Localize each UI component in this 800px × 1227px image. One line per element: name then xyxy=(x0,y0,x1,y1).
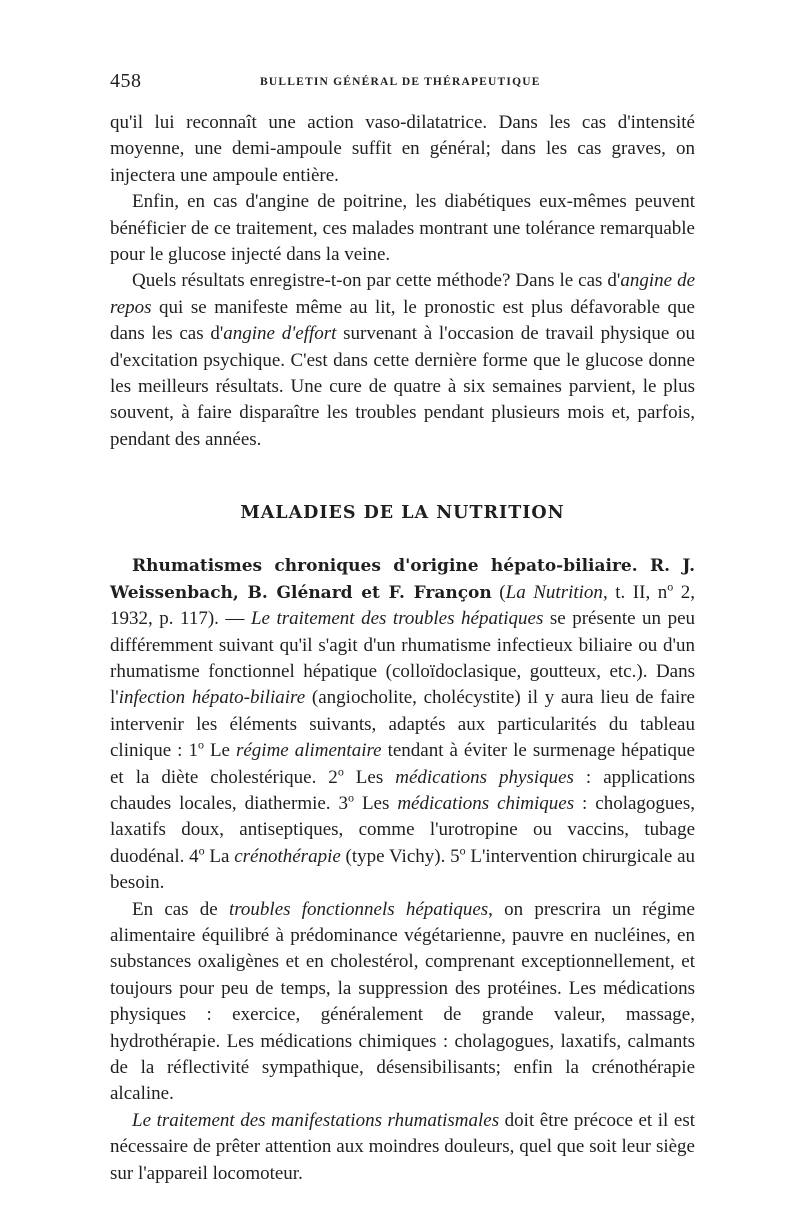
italic-term: Le traitement des manifestations rhumatismales xyxy=(132,1109,500,1131)
superscript: o xyxy=(198,843,205,858)
text-run: tendant à éviter le surmenage hépatique et la diète cholestérique. 2 xyxy=(110,740,695,788)
italic-term: régime alimentaire xyxy=(235,740,382,762)
article-paragraph xyxy=(110,897,695,1108)
paragraph: Enfin, en cas d'angine de poitrine, les diabétiques eux-mêmes peuvent bénéficier de ce traitement, ces malades montrant une tolérance remarquable pour le glucose injecté dans la veine. xyxy=(110,191,695,266)
paragraph xyxy=(110,268,695,453)
article-paragraph xyxy=(110,553,695,896)
italic-term: médications chimiques xyxy=(397,792,575,814)
italic-term: infection hépato-biliaire xyxy=(118,687,306,709)
text-run: (type Vichy). 5 xyxy=(340,845,460,867)
journal-name: La Nutrition xyxy=(505,581,603,603)
article-heading: Rhumatismes chroniques d'origine hépato-biliaire. R. J. Weissenbach, B. Glénard et F. Françon xyxy=(110,556,695,603)
text-run: qui se manifeste même au lit, le pronostic est plus défavorable que dans les cas d' xyxy=(110,296,695,345)
text-run: (angiocholite, cholécystite) il y aura lieu de faire intervenir les éléments suivants, adaptés aux particularités du tableau clinique : 1 xyxy=(110,687,695,762)
text-run: La xyxy=(204,845,235,867)
text-run: , on prescrira un régime alimentaire équilibré à prédominance végétarienne, pauvre en nucléines, en substances oxaligènes et en cholestérol, comprenant exceptionnellement, et toujours pour peu de temps, la suppression des protéines. Les médications physiques : exercice, généralement de grande valeur, massage, hydrothérapie. Les médications chimiques : cholagogues, laxatifs, calmants de la réflectivité sympathique, désensibilisants; enfin la crénothérapie alcaline. xyxy=(110,898,695,1105)
text-run: En cas de xyxy=(132,898,229,920)
text-run: : cholagogues, laxatifs doux, antiseptiques, comme l'urotropine ou vaccins, tubage duodénal. 4 xyxy=(110,792,695,867)
italic-term: médications physiques xyxy=(395,766,574,788)
text-run: Quels résultats enregistre-t-on par cette méthode? Dans le cas d' xyxy=(132,270,621,292)
italic-term: crénothérapie xyxy=(234,845,341,867)
text-run: : applications chaudes locales, diathermie. 3 xyxy=(110,766,695,814)
superscript: o xyxy=(337,764,344,779)
journal-title: BULLETIN GÉNÉRAL DE THÉRAPEUTIQUE xyxy=(260,76,541,88)
text-run: survenant à l'occasion de travail physique ou d'excitation psychique. C'est dans cette dernière forme que le glucose donne les meilleurs résultats. Une cure de quatre à six semaines parvient, le plus souvent, à faire disparaître les troubles pendant plusieurs mois et, parfois, pendant des années. xyxy=(110,323,695,450)
text-run: Les xyxy=(354,792,398,814)
text-run: Le xyxy=(203,740,236,762)
page-number: 458 xyxy=(110,70,142,92)
article xyxy=(110,553,695,1187)
text-run: 2, 1932, p. 117). — xyxy=(110,581,696,630)
text-run: , t. II, n xyxy=(602,581,668,603)
document-page xyxy=(110,70,695,1187)
running-header xyxy=(110,70,695,96)
superscript: o xyxy=(197,737,204,752)
superscript: o xyxy=(348,790,354,805)
text-run: doit être précoce et il est nécessaire de prêter attention aux moindres douleurs, quel que soit leur siège sur l'appareil locomoteur. xyxy=(110,1109,696,1184)
italic-term: angine de repos xyxy=(110,270,695,318)
text-run: ( xyxy=(491,581,506,603)
italic-term: Le traitement des troubles hépatiques xyxy=(250,608,544,630)
paragraph: qu'il lui reconnaît une action vaso-dilatatrice. Dans les cas d'intensité moyenne, une demi-ampoule suffit en général; dans les cas graves, on injectera une ampoule entière. xyxy=(110,112,695,186)
italic-term: troubles fonctionnels hépatiques xyxy=(228,898,489,920)
article-paragraph xyxy=(110,1108,695,1187)
section-title: MALADIES DE LA NUTRITION xyxy=(240,503,565,524)
italic-term: angine d'effort xyxy=(223,323,337,345)
superscript: o xyxy=(667,579,674,594)
text-run: L'intervention chirurgicale au besoin. xyxy=(110,845,696,894)
text-run: Les xyxy=(343,766,396,788)
intro-text xyxy=(110,110,695,453)
superscript: o xyxy=(459,843,466,858)
text-run: se présente un peu différemment suivant qu'il s'agit d'un rhumatisme infectieux biliaire ou d'un rhumatisme fonctionnel hépatique (colloïdoclasique, goutteux, etc.). Dans l' xyxy=(110,608,695,709)
